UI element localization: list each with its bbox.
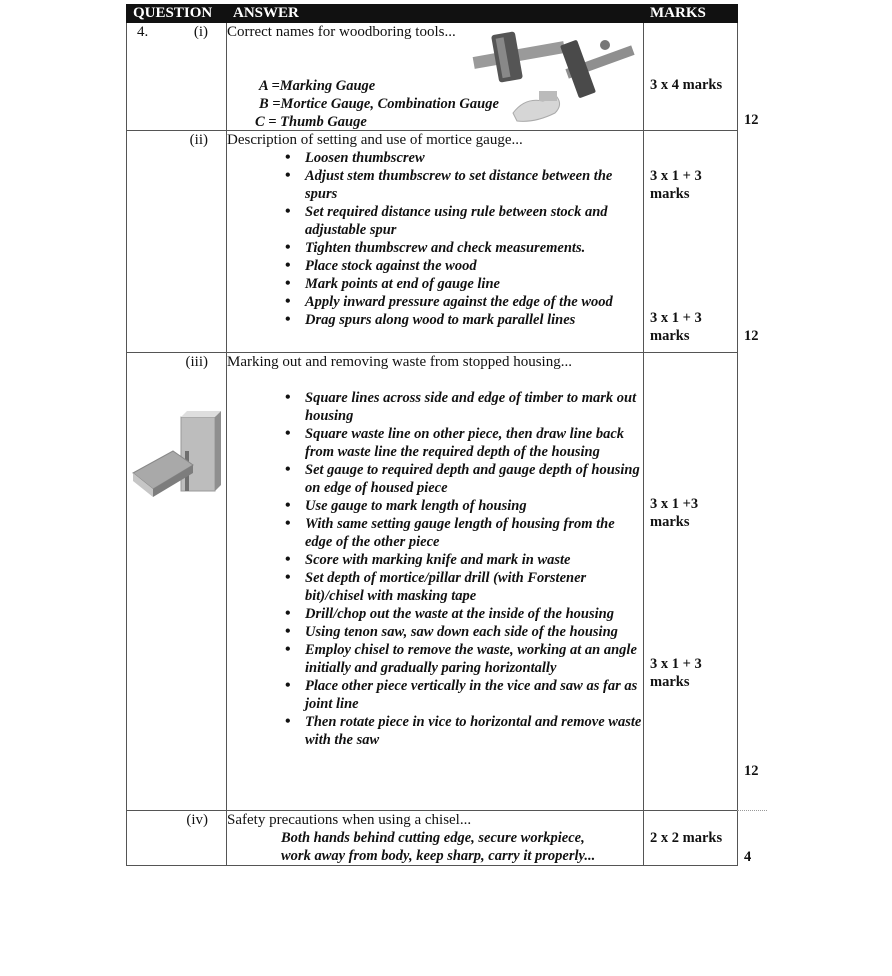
list-item: • Drill/chop out the waste at the inside of the housing — [305, 605, 643, 623]
answer-cell — [227, 353, 644, 811]
marks-value: 3 x 1 +3 marks — [650, 496, 699, 530]
part-i-row — [127, 23, 738, 131]
part-total: 4 — [744, 849, 752, 865]
stopped-housing-joint-illustration — [131, 411, 223, 503]
marks-value: 3 x 1 + 3 marks — [650, 656, 702, 690]
part-intro: Description of setting and use of mortice gauge... — [227, 132, 523, 148]
woodboring-tools-illustration — [465, 27, 641, 127]
list-item: • Drag spurs along wood to mark parallel lines — [305, 311, 643, 329]
list-item: • With same setting gauge length of housing from the edge of the other piece — [305, 515, 643, 551]
answer-cell — [227, 23, 644, 131]
list-item: • Set depth of mortice/pillar drill (with Forstener bit)/chisel with masking tape — [305, 569, 643, 605]
part-label: (i) — [193, 24, 208, 40]
divider — [737, 810, 767, 811]
part-intro: Marking out and removing waste from stopped housing... — [227, 354, 572, 370]
marks-value: 3 x 1 + 3 marks — [650, 168, 702, 202]
question-cell — [127, 811, 227, 866]
list-item: • Employ chisel to remove the waste, working at an angle initially and gradually paring horizontally — [305, 641, 643, 677]
question-cell — [127, 23, 227, 131]
answer-cell — [227, 811, 644, 866]
list-item: • Tighten thumbscrew and check measurements. — [305, 239, 643, 257]
safety-line: work away from body, keep sharp, carry it properly... — [281, 848, 596, 864]
thumb-gauge-picture — [513, 91, 560, 121]
list-item: • Square lines across side and edge of timber to mark out housing — [305, 389, 643, 425]
list-item: • Loosen thumbscrew — [305, 149, 643, 167]
part-intro: Correct names for woodboring tools... — [227, 24, 456, 40]
mortice-gauge-picture — [560, 40, 635, 99]
part-total: 12 — [744, 112, 759, 128]
list-item: • Score with marking knife and mark in waste — [305, 551, 643, 569]
list-item: • Square waste line on other piece, then draw line back from waste line the required depth of the housing — [305, 425, 643, 461]
part-total: 12 — [744, 763, 759, 779]
header-row — [127, 5, 738, 23]
part-intro: Safety precautions when using a chisel... — [227, 812, 472, 828]
marks-cell — [644, 131, 738, 353]
part-ii-row — [127, 131, 738, 353]
list-item: • Using tenon saw, saw down each side of the housing — [305, 623, 643, 641]
part-iii-row — [127, 353, 738, 811]
part-label: (iii) — [185, 354, 208, 370]
marks-cell — [644, 811, 738, 866]
point-list — [227, 389, 643, 749]
list-item: • Place stock against the wood — [305, 257, 643, 275]
list-item: • Apply inward pressure against the edge of the wood — [305, 293, 643, 311]
marks-value: 2 x 2 marks — [650, 830, 723, 846]
marks-cell — [644, 353, 738, 811]
list-item: • Set required distance using rule between stock and adjustable spur — [305, 203, 643, 239]
list-item: • Use gauge to mark length of housing — [305, 497, 643, 515]
question-cell — [127, 131, 227, 353]
question-number: 4. — [137, 24, 149, 40]
point-list — [227, 149, 643, 329]
marks-value: 3 x 1 + 3 marks — [650, 310, 702, 344]
marks-value: 3 x 4 marks — [650, 77, 723, 93]
list-item: • Place other piece vertically in the vice and saw as far as joint line — [305, 677, 643, 713]
answer-cell — [227, 131, 644, 353]
header-marks: MARKS — [644, 5, 738, 23]
marking-gauge-picture — [473, 31, 566, 82]
safety-line: Both hands behind cutting edge, secure workpiece, — [281, 830, 585, 846]
list-item: • Adjust stem thumbscrew to set distance between the spurs — [305, 167, 643, 203]
tool-name-c: C = Thumb Gauge — [255, 114, 367, 130]
list-item: • Then rotate piece in vice to horizontal and remove waste with the saw — [305, 713, 643, 749]
marking-scheme-table — [126, 4, 738, 866]
marks-cell — [644, 23, 738, 131]
question-cell — [127, 353, 227, 811]
header-answer: ANSWER — [227, 5, 644, 23]
tool-name-b: B =Mortice Gauge, Combination Gauge — [259, 96, 499, 112]
part-label: (ii) — [189, 132, 208, 148]
part-total: 12 — [744, 328, 759, 344]
part-iv-row — [127, 811, 738, 866]
tool-name-a: A =Marking Gauge — [259, 78, 376, 94]
list-item: • Set gauge to required depth and gauge depth of housing on edge of housed piece — [305, 461, 643, 497]
header-question: QUESTION — [127, 5, 227, 23]
part-label: (iv) — [186, 812, 208, 828]
list-item: • Mark points at end of gauge line — [305, 275, 643, 293]
